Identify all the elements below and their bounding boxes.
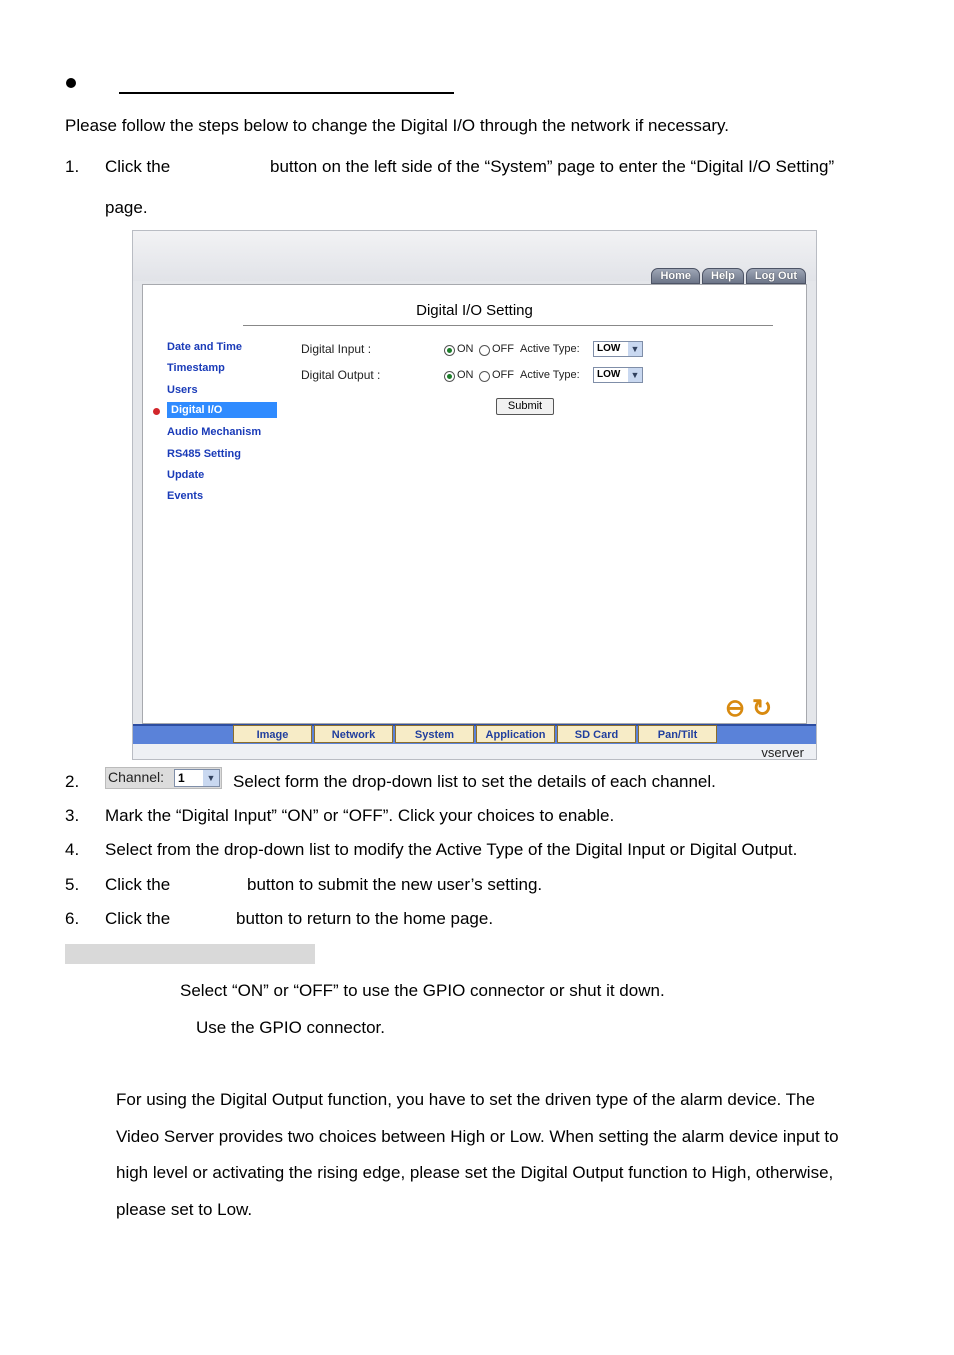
tab-pan-tilt[interactable]: Pan/Tilt [638,725,717,743]
divider [243,325,773,326]
description-text: Use the GPIO connector. [196,1018,385,1037]
step-text: Select from the drop-down list to modify the Active Type of the Digital Input or Digital Output. [105,840,798,859]
output-active-type-select[interactable] [593,367,643,383]
chevron-down-icon: ▼ [628,368,642,382]
input-active-type-select[interactable] [593,341,643,357]
sidebar-item-rs485-setting[interactable]: RS485 Setting [167,448,241,460]
tab-sd-card[interactable]: SD Card [557,725,636,743]
home-button[interactable]: Home [651,268,700,284]
step-number: 3. [65,806,80,825]
step-text: Select form the drop-down list to set the details of each channel. [233,772,716,791]
step-text: page. [105,198,148,217]
sidebar-item-audio-mechanism[interactable]: Audio Mechanism [167,426,262,438]
sidebar-item-events[interactable]: Events [167,490,204,502]
sidebar-item-users[interactable]: Users [167,384,198,396]
step-number: 6. [65,909,80,928]
step-text: button to return to the home page. [236,909,494,928]
on-label: ON [457,343,474,355]
channel-select[interactable] [174,769,220,787]
tab-system[interactable]: System [395,725,474,743]
step-text: Click the [105,875,171,894]
bottom-tabs [233,725,719,743]
chevron-down-icon: ▼ [628,342,642,356]
step-number: 2. [65,772,80,791]
off-label: OFF [492,369,514,381]
on-label: ON [457,369,474,381]
active-type-label: Active Type: [520,369,580,381]
channel-selector[interactable] [105,767,222,789]
logout-button[interactable]: Log Out [746,268,806,284]
submit-button[interactable]: Submit [496,398,554,415]
note-line: For using the Digital Output function, you have to set the driven type of the alarm device. The [116,1090,815,1109]
screenshot-footer [133,744,816,760]
step-number: 4. [65,840,80,859]
channel-label: Channel: [108,769,165,785]
digital-input-off-radio[interactable] [479,345,490,356]
settings-panel [142,284,807,724]
digital-input-on-radio[interactable] [444,345,455,356]
panel-title: Digital I/O Setting [416,302,533,319]
active-indicator-icon [153,408,160,415]
channel-value: 1 [178,771,185,785]
step-number: 5. [65,875,80,894]
sidebar-item-date-and-time[interactable]: Date and Time [167,341,242,353]
sidebar-item-timestamp[interactable]: Timestamp [167,362,225,374]
intro-text: Please follow the steps below to change the Digital I/O through the network if necessary. [65,116,729,135]
note-line: please set to Low. [116,1200,253,1219]
back-arrow-icon[interactable]: ⊖ [725,695,746,722]
digital-io-screenshot [132,230,817,760]
step-text: button to submit the new user’s setting. [247,875,543,894]
step-text: button on the left side of the “System” page to enter the “Digital I/O Setting” [270,157,835,176]
help-button[interactable]: Help [702,268,744,284]
brand-label: vserver [761,745,804,760]
active-type-label: Active Type: [520,343,580,355]
tab-network[interactable]: Network [314,725,393,743]
tab-image[interactable]: Image [233,725,312,743]
select-value: LOW [597,369,621,380]
step-text: Click the [105,157,171,176]
digital-output-off-radio[interactable] [479,371,490,382]
off-label: OFF [492,343,514,355]
top-nav [649,268,806,284]
step-text: Click the [105,909,171,928]
section-heading-bar [65,944,315,964]
sidebar-item-digital-io[interactable]: Digital I/O [167,402,277,418]
digital-input-label: Digital Input : [301,342,372,356]
description-text: Select “ON” or “OFF” to use the GPIO connector or shut it down. [180,981,665,1000]
step-number: 1. [65,157,80,176]
digital-output-label: Digital Output : [301,368,381,382]
step-text: Mark the “Digital Input” “ON” or “OFF”. Click your choices to enable. [105,806,615,825]
note-line: Video Server provides two choices between High or Low. When setting the alarm device input to [116,1127,839,1146]
tab-application[interactable]: Application [476,725,555,743]
sidebar-item-update[interactable]: Update [167,469,205,481]
note-line: high level or activating the rising edge, please set the Digital Output function to High, otherwise, [116,1163,834,1182]
refresh-icon[interactable]: ↻ [752,695,773,722]
section-title-underline [119,92,454,94]
chevron-down-icon: ▼ [203,770,219,786]
bullet-icon [66,78,76,88]
digital-output-on-radio[interactable] [444,371,455,382]
select-value: LOW [597,343,621,354]
